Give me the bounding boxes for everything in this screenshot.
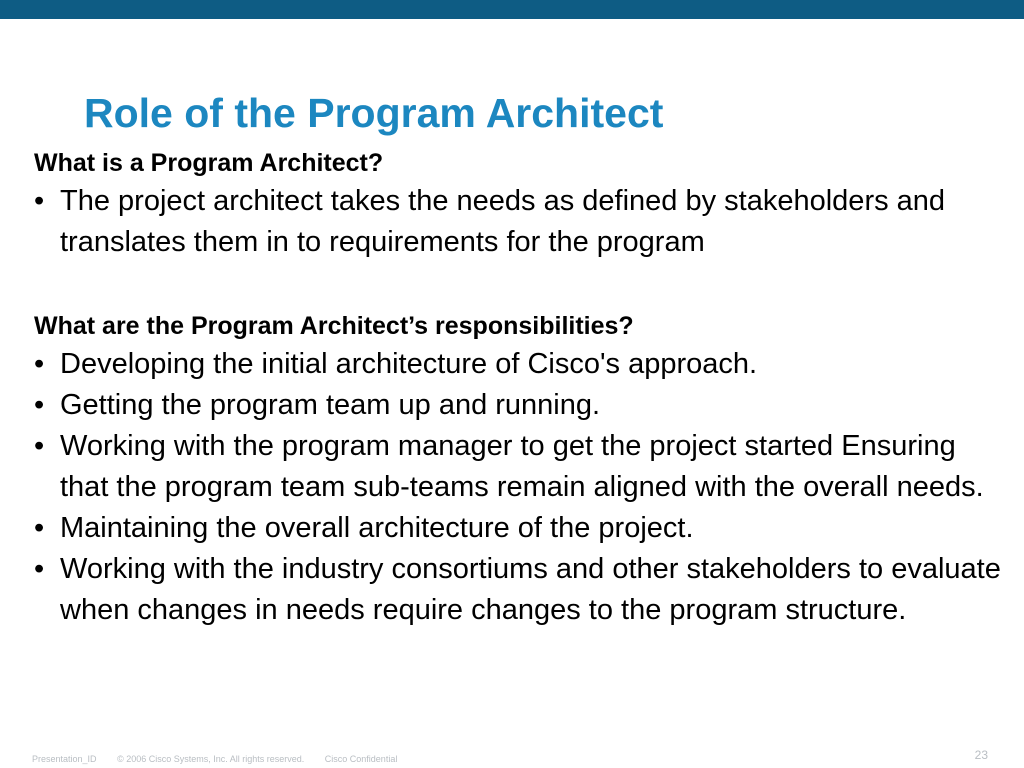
presentation-id: Presentation_ID [32, 754, 97, 764]
page-number: 23 [974, 748, 988, 762]
bullet-item: • Working with the industry consortiums and other stakeholders to evaluate when changes in needs require changes to the program structure. [34, 549, 1009, 631]
slide-title: Role of the Program Architect [84, 90, 664, 136]
bullet-item: • Maintaining the overall architecture of the project. [34, 508, 1009, 549]
top-banner [0, 0, 1024, 19]
bullet-item: • Developing the initial architecture of Cisco's approach. [34, 344, 1009, 385]
bullet-item: • The project architect takes the needs as defined by stakeholders and translates them in to requirements for the program [34, 181, 1009, 263]
section-heading-what-is: What is a Program Architect? [34, 149, 384, 177]
confidential-label: Cisco Confidential [324, 754, 398, 764]
section-spacer [34, 263, 1009, 308]
bullet-item: • Working with the program manager to get the project started Ensuring that the program team sub-teams remain aligned with the overall needs. [34, 426, 1009, 508]
section-heading-responsibilities: What are the Program Architect’s responsibilities? [34, 312, 634, 340]
slide-body [34, 145, 1009, 631]
bullet-item: • Getting the program team up and running. [34, 385, 1009, 426]
definition-list [34, 181, 1009, 263]
responsibilities-list [34, 344, 1009, 631]
copyright-notice: © 2006 Cisco Systems, Inc. All rights reserved. [117, 754, 305, 764]
slide-footer [32, 753, 415, 765]
